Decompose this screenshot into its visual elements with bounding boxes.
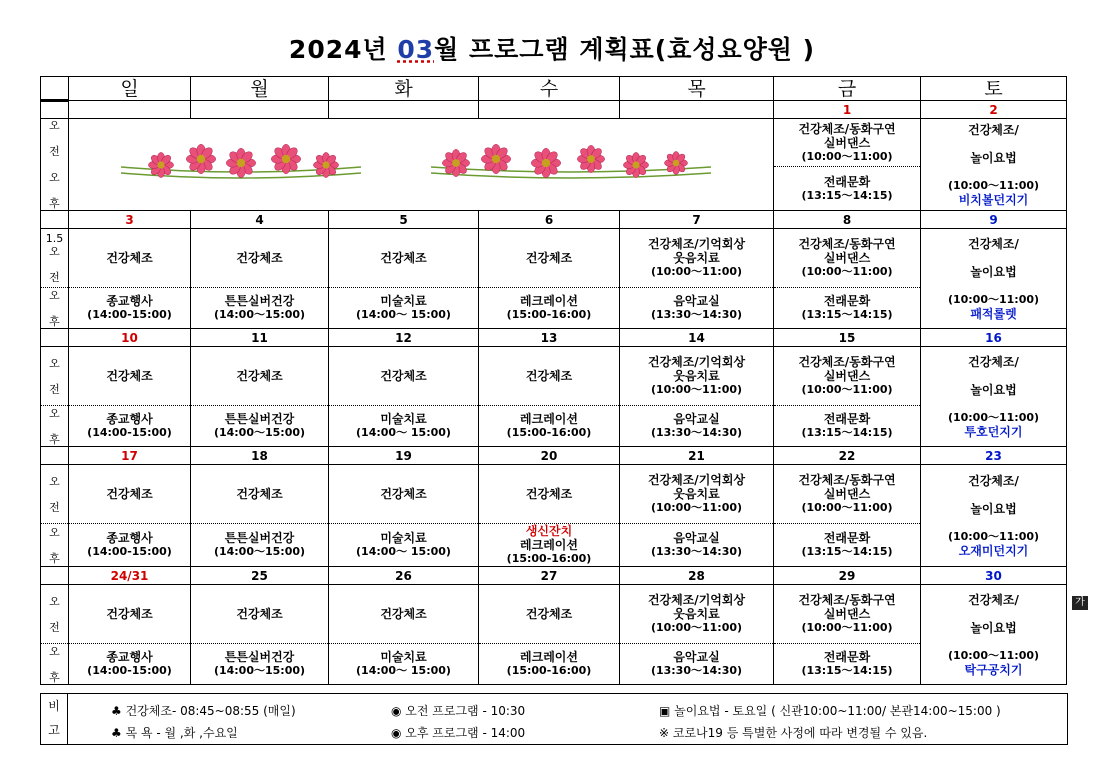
thu-am-cell: 건강체조/기억회상 웃음치료 (10:00～11:00) <box>620 347 774 406</box>
mon-pm-cell: 튼튼실버건강 (14:00～15:00) <box>191 406 329 447</box>
am-program-cell: 건강체조 <box>191 229 329 288</box>
weekday-header-row <box>41 77 1067 101</box>
date-cell: 11 <box>191 329 329 347</box>
fri-pm-cell: 전래문화 (13:15～14:15) <box>774 406 921 447</box>
am-program-cell: 건강체조 <box>191 347 329 406</box>
flower-icon <box>313 152 338 177</box>
flower-icon <box>577 145 604 172</box>
note-am-program: ◉ 오전 프로그램 - 10:30 <box>391 704 526 718</box>
fri-am-cell: 건강체조/동화구연 실버댄스 (10:00～11:00) <box>774 347 921 406</box>
flower-icon <box>664 151 687 174</box>
date-cell: 22 <box>774 447 921 465</box>
mon-pm-cell: 튼튼실버건강 (14:00～15:00) <box>191 288 329 329</box>
week-date-row <box>41 329 1067 347</box>
date-cell: 3 <box>69 211 191 229</box>
note-covid: ※ 코로나19 등 특별한 사정에 따라 변경될 수 있음. <box>659 726 928 740</box>
note-pm-program: ◉ 오후 프로그램 - 14:00 <box>391 726 526 740</box>
note-bath: ♣ 목 욕 - 월 ,화 ,수요일 <box>111 726 238 740</box>
date-cell: 17 <box>69 447 191 465</box>
note-exercise: ♣ 건강체조- 08:45~08:55 (매일) <box>111 704 296 718</box>
am-side-label: 1.5 오 전 <box>41 229 69 288</box>
tue-pm-cell: 미술치료 (14:00～ 15:00) <box>329 524 479 567</box>
weekday-sun: 일 <box>69 77 191 101</box>
am-program-cell: 건강체조 <box>191 465 329 524</box>
week-pm-row <box>41 288 1067 329</box>
am-side-label: 오 전 <box>41 465 69 524</box>
date-cell: 13 <box>479 329 620 347</box>
date-cell: 25 <box>191 567 329 585</box>
am-side-label: 오 전 <box>41 347 69 406</box>
mon-pm-cell: 튼튼실버건강 (14:00～15:00) <box>191 644 329 685</box>
thu-pm-cell: 음악교실 (13:30～14:30) <box>620 524 774 567</box>
am-program-cell: 건강체조 <box>329 229 479 288</box>
am-program-cell: 건강체조 <box>479 347 620 406</box>
thu-am-cell: 건강체조/기억회상 웃음치료 (10:00～11:00) <box>620 585 774 644</box>
date-cell: 20 <box>479 447 620 465</box>
week-am-row <box>41 347 1067 406</box>
sat-game: 투호던지기 <box>964 424 1023 439</box>
sat-game: 패적롤렛 <box>970 306 1017 321</box>
date-cell: 19 <box>329 447 479 465</box>
week1-am-row <box>41 119 1067 167</box>
date-cell: 7 <box>620 211 774 229</box>
flower-icon <box>623 152 648 177</box>
week-pm-row <box>41 406 1067 447</box>
flower-icon <box>442 149 469 176</box>
footer-notes <box>40 693 1068 745</box>
sat-program-cell: 건강체조/ 놀이요법 (10:00～11:00) 탁구공치기 <box>921 585 1067 685</box>
pm-side-label: 오 후 <box>41 524 69 567</box>
flower-icon <box>186 144 215 173</box>
sun-pm-cell: 종교행사 (14:00-15:00) <box>69 406 191 447</box>
wed-pm-cell: 레크레이션 (15:00-16:00) <box>479 406 620 447</box>
note-play-therapy: ▣ 놀이요법 - 토요일 ( 신관10:00~11:00/ 본관14:00~15:00 ) <box>659 704 1001 718</box>
wed-pm-cell: 레크레이션 (15:00-16:00) <box>479 644 620 685</box>
am-program-cell: 건강체조 <box>479 229 620 288</box>
mon-pm-cell: 튼튼실버건강 (14:00～15:00) <box>191 524 329 567</box>
week-pm-row <box>41 524 1067 567</box>
thu-pm-cell: 음악교실 (13:30～14:30) <box>620 406 774 447</box>
weekday-mon: 월 <box>191 77 329 101</box>
thu-am-cell: 건강체조/기억회상 웃음치료 (10:00～11:00) <box>620 229 774 288</box>
week-pm-row <box>41 644 1067 685</box>
am-program-cell: 건강체조 <box>329 585 479 644</box>
week1-side-label: 오 전 오 후 <box>41 119 69 211</box>
flower-icon <box>271 144 300 173</box>
date-cell: 27 <box>479 567 620 585</box>
flower-garland-image <box>101 133 741 193</box>
program-calendar <box>40 76 1067 685</box>
sat-game: 오재미던지기 <box>958 543 1029 558</box>
date-cell: 5 <box>329 211 479 229</box>
sat-program-cell: 건강체조/ 놀이요법 (10:00～11:00) 오재미던지기 <box>921 465 1067 567</box>
wed-pm-cell: 레크레이션 (15:00-16:00) <box>479 288 620 329</box>
birthday-party: 생신잔치 <box>525 524 573 538</box>
date-cell: 15 <box>774 329 921 347</box>
tue-pm-cell: 미술치료 (14:00～ 15:00) <box>329 288 479 329</box>
date-cell: 16 <box>921 329 1067 347</box>
date-cell: 2 <box>921 101 1067 119</box>
date-cell: 8 <box>774 211 921 229</box>
flower-icon <box>226 148 255 177</box>
fri-pm-cell: 전래문화 (13:15～14:15) <box>774 644 921 685</box>
sun-pm-cell: 종교행사 (14:00-15:00) <box>69 288 191 329</box>
am-program-cell: 건강체조 <box>69 347 191 406</box>
weekday-fri: 금 <box>774 77 921 101</box>
week-am-row <box>41 465 1067 524</box>
week1-fri-pm: 전래문화 (13:15～14:15) <box>774 167 921 211</box>
flower-icon <box>531 148 560 177</box>
footer-label: 비 고 <box>41 694 68 744</box>
am-program-cell: 건강체조 <box>69 585 191 644</box>
am-program-cell: 건강체조 <box>329 465 479 524</box>
fri-am-cell: 건강체조/동화구연 실버댄스 (10:00～11:00) <box>774 585 921 644</box>
am-program-cell: 건강체조 <box>479 465 620 524</box>
am-program-cell: 건강체조 <box>329 347 479 406</box>
sat-program-cell: 건강체조/ 놀이요법 (10:00～11:00) 투호던지기 <box>921 347 1067 447</box>
date-cell: 18 <box>191 447 329 465</box>
date-cell: 26 <box>329 567 479 585</box>
week-date-row <box>41 211 1067 229</box>
sun-pm-cell: 종교행사 (14:00-15:00) <box>69 524 191 567</box>
wed-pm-cell: 생신잔치 레크레이션 (15:00-16:00) <box>479 524 620 567</box>
date-cell: 6 <box>479 211 620 229</box>
tue-pm-cell: 미술치료 (14:00～ 15:00) <box>329 644 479 685</box>
am-program-cell: 건강체조 <box>191 585 329 644</box>
fri-am-cell: 건강체조/동화구연 실버댄스 (10:00～11:00) <box>774 465 921 524</box>
side-marker: 가 <box>1072 596 1088 610</box>
week1-sat: 건강체조/ 놀이요법 (10:00～11:00) 비치볼던지기 <box>921 119 1067 211</box>
tue-pm-cell: 미술치료 (14:00～ 15:00) <box>329 406 479 447</box>
fri-pm-cell: 전래문화 (13:15～14:15) <box>774 524 921 567</box>
sun-pm-cell: 종교행사 (14:00-15:00) <box>69 644 191 685</box>
date-cell: 21 <box>620 447 774 465</box>
thu-pm-cell: 음악교실 (13:30～14:30) <box>620 644 774 685</box>
pm-side-label: 오 후 <box>41 406 69 447</box>
date-cell: 9 <box>921 211 1067 229</box>
thu-pm-cell: 음악교실 (13:30～14:30) <box>620 288 774 329</box>
weekday-tue: 화 <box>329 77 479 101</box>
thu-am-cell: 건강체조/기억회상 웃음치료 (10:00～11:00) <box>620 465 774 524</box>
date-cell: 1 <box>774 101 921 119</box>
date-cell: 4 <box>191 211 329 229</box>
fri-pm-cell: 전래문화 (13:15～14:15) <box>774 288 921 329</box>
am-side-label: 오 전 <box>41 585 69 644</box>
pm-side-label: 오 후 <box>41 644 69 685</box>
weekday-sat: 토 <box>921 77 1067 101</box>
am-program-cell: 건강체조 <box>69 465 191 524</box>
flower-icon <box>481 144 510 173</box>
date-cell: 23 <box>921 447 1067 465</box>
sat-game: 탁구공치기 <box>964 662 1023 677</box>
week1-fri-am: 건강체조/동화구연 실버댄스 (10:00～11:00) <box>774 119 921 167</box>
date-cell: 28 <box>620 567 774 585</box>
sat-program-cell: 건강체조/ 놀이요법 (10:00～11:00) 패적롤렛 <box>921 229 1067 329</box>
am-program-cell: 건강체조 <box>69 229 191 288</box>
week-date-row <box>41 447 1067 465</box>
am-program-cell: 건강체조 <box>479 585 620 644</box>
pm-side-label: 오 후 <box>41 288 69 329</box>
date-cell: 14 <box>620 329 774 347</box>
page-title: 2024년 03월 프로그램 계획표(효성요양원 ) <box>288 35 816 64</box>
date-cell: 10 <box>69 329 191 347</box>
fri-am-cell: 건강체조/동화구연 실버댄스 (10:00～11:00) <box>774 229 921 288</box>
date-cell: 30 <box>921 567 1067 585</box>
date-cell: 12 <box>329 329 479 347</box>
week-am-row <box>41 229 1067 288</box>
week-am-row <box>41 585 1067 644</box>
flower-icon <box>148 152 173 177</box>
flower-decoration <box>69 119 774 211</box>
week-date-row <box>41 567 1067 585</box>
date-cell: 24/31 <box>69 567 191 585</box>
weekday-thu: 목 <box>620 77 774 101</box>
week1-date-row <box>41 101 1067 119</box>
date-cell: 29 <box>774 567 921 585</box>
weekday-wed: 수 <box>479 77 620 101</box>
